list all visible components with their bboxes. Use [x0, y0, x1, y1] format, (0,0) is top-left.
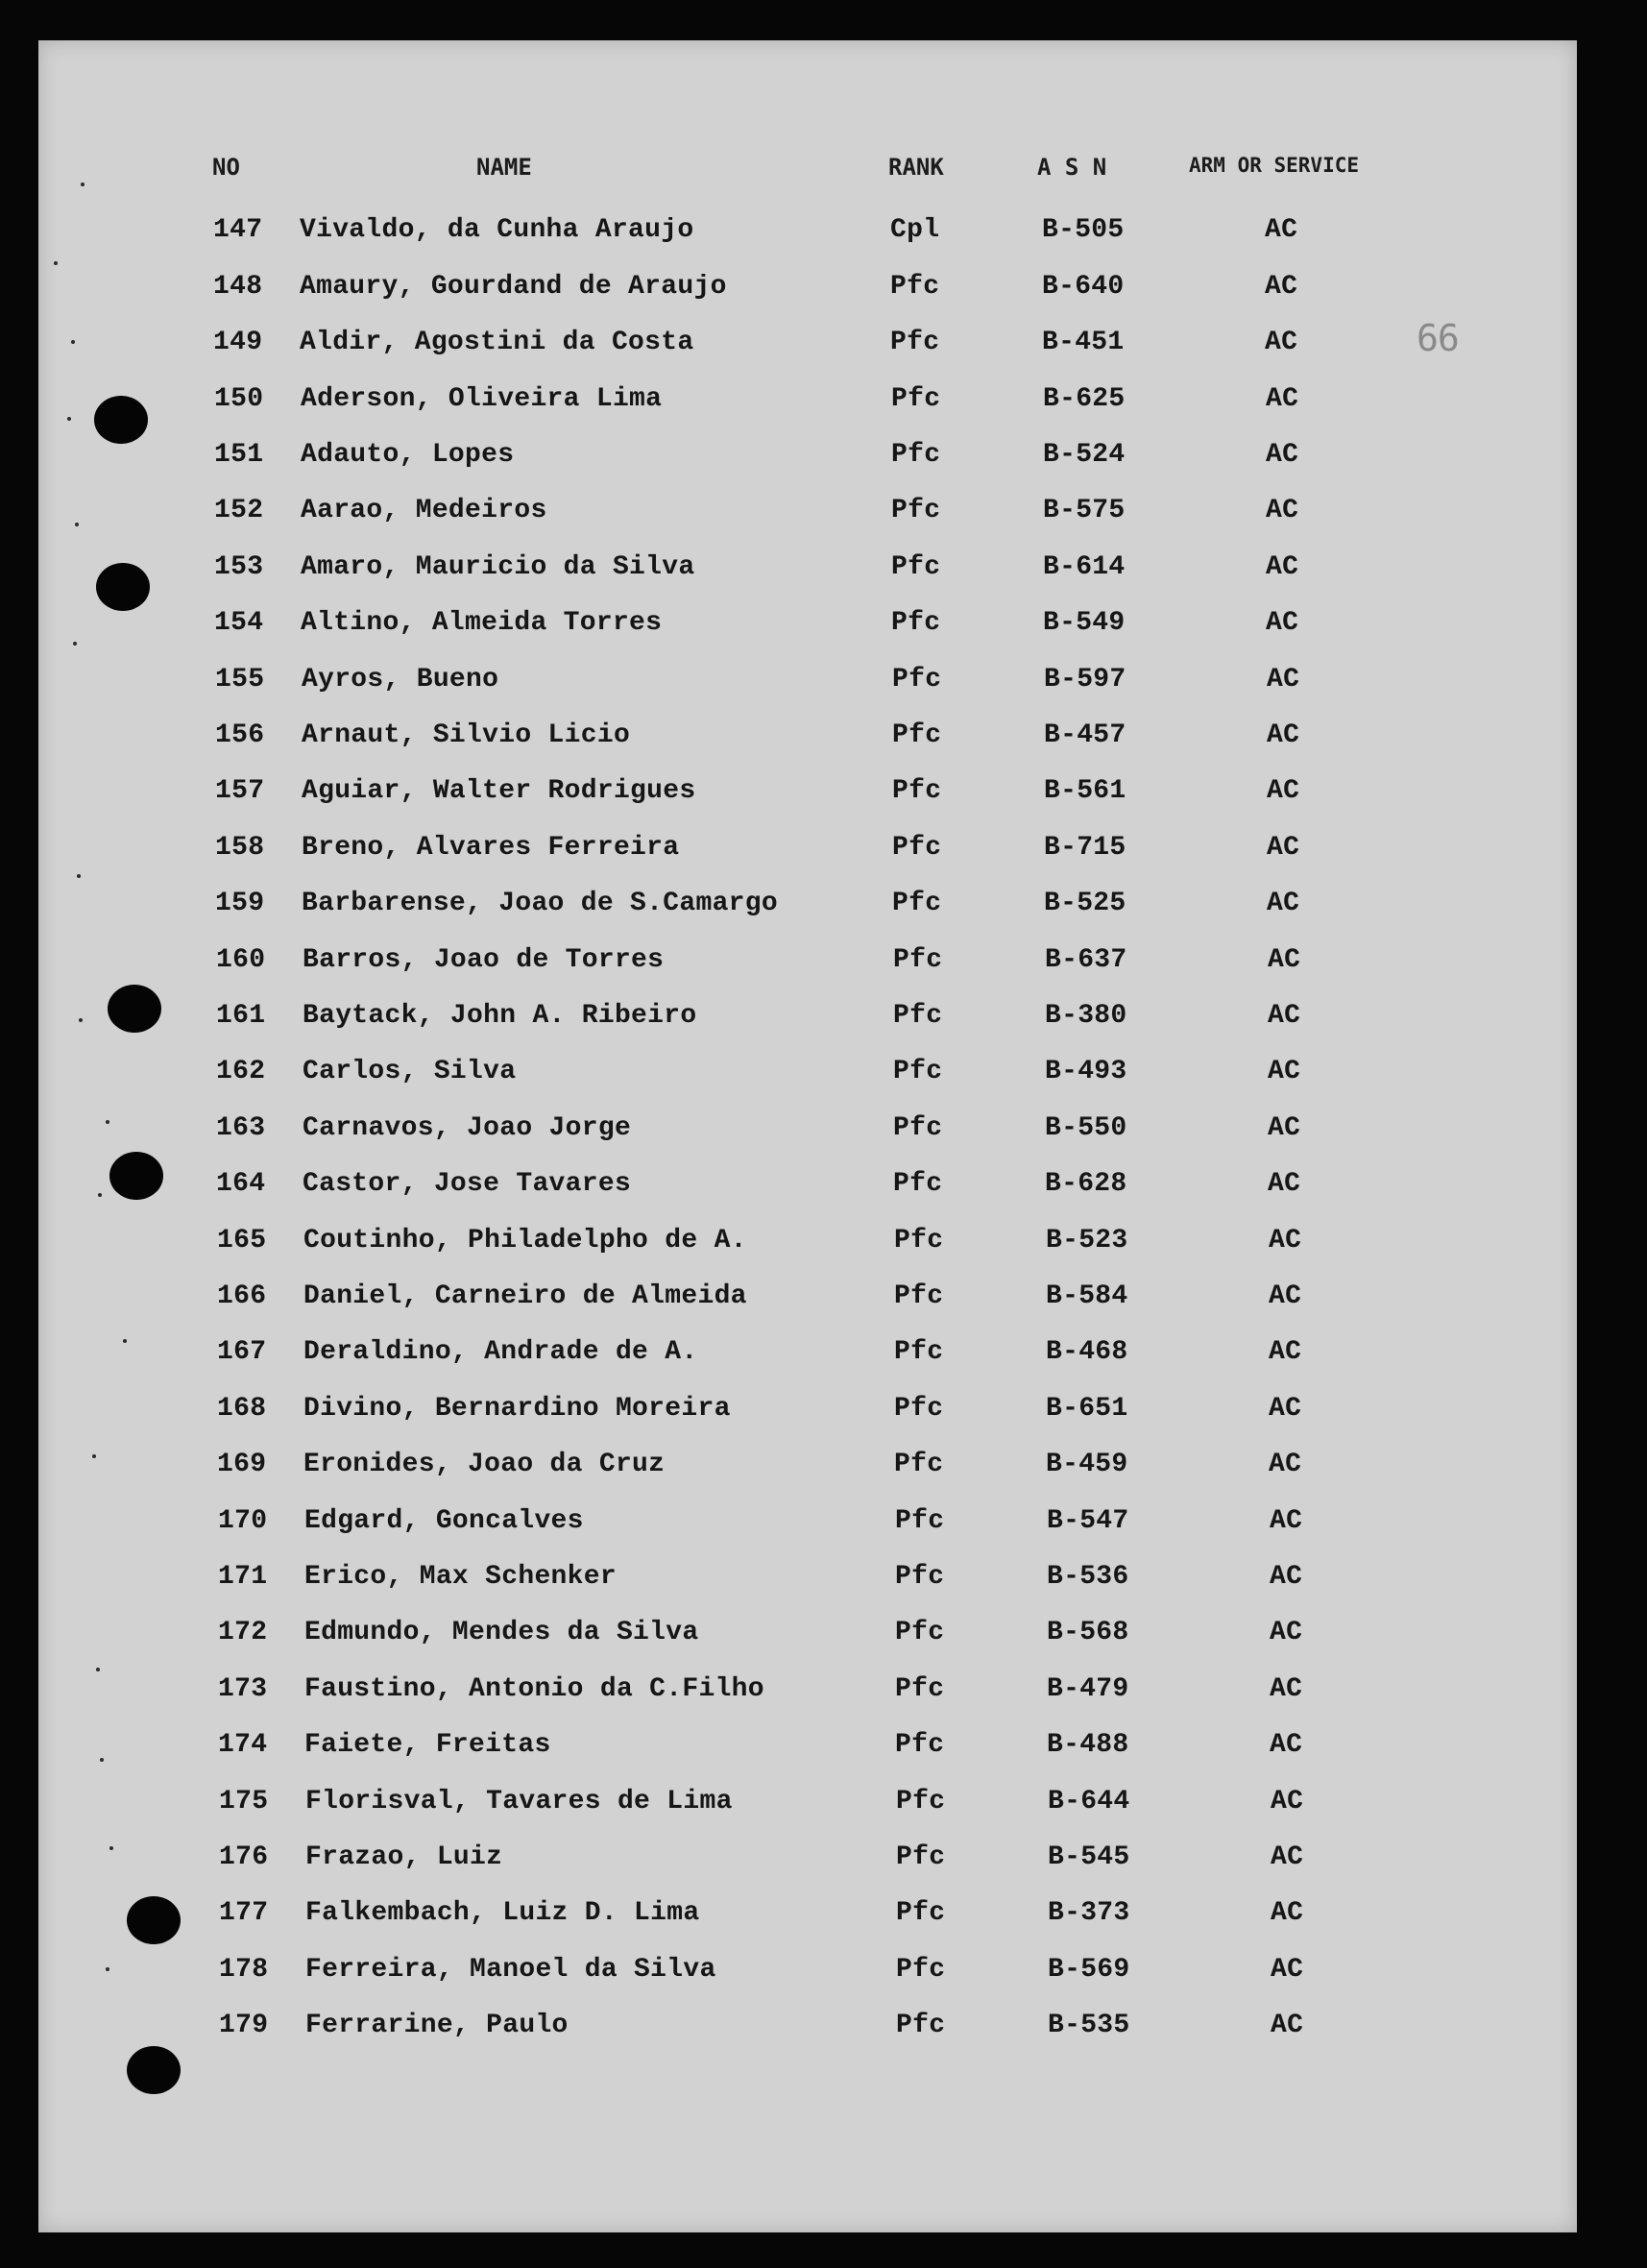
- arm-or-service-cell: AC: [1267, 776, 1300, 807]
- speck: [109, 1846, 113, 1850]
- soldier-name: Aguiar, Walter Rodrigues: [302, 776, 696, 807]
- arm-or-service-cell: AC: [1268, 1169, 1301, 1200]
- table-row: [38, 934, 1577, 988]
- speck: [106, 1967, 109, 1971]
- speck: [98, 1193, 102, 1197]
- speck: [92, 1454, 96, 1458]
- rank-cell: Pfc: [895, 1562, 945, 1592]
- punch-hole: [127, 2046, 181, 2094]
- punch-hole: [96, 563, 150, 611]
- arm-or-service-cell: AC: [1269, 1281, 1302, 1311]
- arm-or-service-cell: AC: [1270, 1730, 1303, 1761]
- arm-or-service-cell: AC: [1265, 215, 1298, 246]
- table-row: [38, 1495, 1577, 1549]
- row-number: 159: [215, 889, 265, 919]
- table-row: [38, 821, 1577, 875]
- row-number: 148: [213, 271, 263, 302]
- arm-or-service-cell: AC: [1268, 944, 1301, 975]
- soldier-name: Falkembach, Luiz D. Lima: [305, 1898, 700, 1929]
- row-number: 171: [218, 1562, 268, 1592]
- row-number: 168: [217, 1393, 267, 1424]
- rank-cell: Pfc: [892, 664, 942, 695]
- punch-hole: [109, 1152, 163, 1200]
- soldier-name: Ferrarine, Paulo: [305, 2011, 569, 2041]
- table-row: [38, 1606, 1577, 1660]
- table-row: [38, 1943, 1577, 1997]
- row-number: 163: [216, 1112, 266, 1143]
- row-number: 149: [213, 328, 263, 358]
- asn-cell: B-644: [1048, 1786, 1130, 1817]
- row-number: 151: [214, 440, 264, 470]
- table-row: [38, 1158, 1577, 1211]
- arm-or-service-cell: AC: [1267, 664, 1300, 695]
- table-row: [38, 260, 1577, 314]
- soldier-name: Aldir, Agostini da Costa: [300, 328, 694, 358]
- asn-cell: B-479: [1047, 1673, 1129, 1704]
- arm-or-service-cell: AC: [1269, 1337, 1302, 1368]
- soldier-name: Erico, Max Schenker: [304, 1562, 617, 1592]
- soldier-name: Divino, Bernardino Moreira: [303, 1393, 731, 1424]
- soldier-name: Castor, Jose Tavares: [303, 1169, 632, 1200]
- asn-cell: B-525: [1044, 889, 1126, 919]
- table-row: [38, 1438, 1577, 1492]
- row-number: 172: [218, 1618, 268, 1648]
- asn-cell: B-373: [1048, 1898, 1130, 1929]
- asn-cell: B-488: [1047, 1730, 1129, 1761]
- soldier-name: Carnavos, Joao Jorge: [303, 1112, 632, 1143]
- arm-or-service-cell: AC: [1268, 1001, 1301, 1031]
- arm-or-service-cell: AC: [1267, 889, 1300, 919]
- asn-cell: B-561: [1044, 776, 1126, 807]
- row-number: 150: [214, 383, 264, 414]
- rank-cell: Pfc: [896, 1898, 946, 1929]
- row-number: 162: [216, 1057, 266, 1087]
- header-name: NAME: [476, 154, 532, 181]
- row-number: 157: [215, 776, 265, 807]
- rank-cell: Pfc: [891, 383, 941, 414]
- asn-cell: B-468: [1046, 1337, 1128, 1368]
- soldier-name: Edgard, Goncalves: [304, 1505, 584, 1536]
- soldier-name: Baytack, John A. Ribeiro: [303, 1001, 697, 1031]
- arm-or-service-cell: AC: [1271, 1786, 1304, 1817]
- table-row: [38, 1045, 1577, 1099]
- table-row: [38, 1775, 1577, 1829]
- rank-cell: Pfc: [892, 832, 942, 863]
- asn-cell: B-505: [1042, 215, 1125, 246]
- arm-or-service-cell: AC: [1271, 1954, 1304, 1985]
- row-number: 176: [219, 1842, 269, 1872]
- rank-cell: Pfc: [895, 1618, 945, 1648]
- soldier-name: Barbarense, Joao de S.Camargo: [302, 889, 778, 919]
- asn-cell: B-614: [1043, 551, 1126, 582]
- header-asn: A S N: [1037, 154, 1107, 181]
- asn-cell: B-451: [1042, 328, 1125, 358]
- asn-cell: B-523: [1046, 1225, 1128, 1256]
- soldier-name: Deraldino, Andrade de A.: [303, 1337, 698, 1368]
- soldier-name: Arnaut, Silvio Licio: [302, 720, 631, 750]
- arm-or-service-cell: AC: [1270, 1505, 1303, 1536]
- table-row: [38, 1214, 1577, 1268]
- arm-or-service-cell: AC: [1266, 496, 1299, 526]
- speck: [75, 523, 79, 526]
- row-number: 166: [217, 1281, 267, 1311]
- arm-or-service-cell: AC: [1270, 1562, 1303, 1592]
- soldier-name: Faustino, Antonio da C.Filho: [304, 1673, 764, 1704]
- table-row: [38, 597, 1577, 650]
- punch-hole: [94, 396, 148, 444]
- rank-cell: Pfc: [894, 1281, 944, 1311]
- soldier-name: Aderson, Oliveira Lima: [301, 383, 663, 414]
- punch-hole: [127, 1896, 181, 1944]
- asn-cell: B-536: [1047, 1562, 1129, 1592]
- row-number: 161: [216, 1001, 266, 1031]
- row-number: 153: [214, 551, 264, 582]
- table-row: [38, 877, 1577, 931]
- table-row: [38, 428, 1577, 482]
- soldier-name: Faiete, Freitas: [304, 1730, 551, 1761]
- speck: [71, 340, 75, 344]
- header-arm-or-service: ARM OR SERVICE: [1189, 154, 1360, 177]
- rank-cell: Pfc: [896, 1786, 946, 1817]
- rank-cell: Pfc: [891, 551, 941, 582]
- row-number: 170: [218, 1505, 268, 1536]
- asn-cell: B-524: [1043, 440, 1126, 470]
- document-page: [38, 40, 1577, 2232]
- arm-or-service-cell: AC: [1270, 1673, 1303, 1704]
- rank-cell: Pfc: [893, 944, 943, 975]
- rank-cell: Pfc: [894, 1337, 944, 1368]
- rank-cell: Pfc: [894, 1393, 944, 1424]
- speck: [67, 417, 71, 421]
- arm-or-service-cell: AC: [1271, 2011, 1304, 2041]
- table-row: [38, 204, 1577, 257]
- header-rank: RANK: [888, 154, 944, 181]
- asn-cell: B-493: [1045, 1057, 1127, 1087]
- rank-cell: Pfc: [892, 776, 942, 807]
- asn-cell: B-457: [1044, 720, 1126, 750]
- arm-or-service-cell: AC: [1269, 1393, 1302, 1424]
- soldier-name: Breno, Alvares Ferreira: [302, 832, 680, 863]
- rank-cell: Pfc: [893, 1001, 943, 1031]
- rank-cell: Pfc: [891, 440, 941, 470]
- asn-cell: B-715: [1044, 832, 1126, 863]
- punch-hole: [108, 985, 161, 1033]
- arm-or-service-cell: AC: [1269, 1450, 1302, 1480]
- rank-cell: Pfc: [892, 889, 942, 919]
- soldier-name: Aarao, Medeiros: [301, 496, 547, 526]
- soldier-name: Edmundo, Mendes da Silva: [304, 1618, 699, 1648]
- rank-cell: Pfc: [893, 1057, 943, 1087]
- asn-cell: B-640: [1042, 271, 1125, 302]
- arm-or-service-cell: AC: [1268, 1112, 1301, 1143]
- asn-cell: B-568: [1047, 1618, 1129, 1648]
- arm-or-service-cell: AC: [1265, 271, 1298, 302]
- arm-or-service-cell: AC: [1266, 551, 1299, 582]
- table-row: [38, 316, 1577, 370]
- asn-cell: B-597: [1044, 664, 1126, 695]
- table-row: [38, 765, 1577, 818]
- arm-or-service-cell: AC: [1268, 1057, 1301, 1087]
- soldier-name: Coutinho, Philadelpho de A.: [303, 1225, 747, 1256]
- row-number: 164: [216, 1169, 266, 1200]
- rank-cell: Pfc: [891, 608, 941, 639]
- table-row: [38, 653, 1577, 707]
- arm-or-service-cell: AC: [1267, 832, 1300, 863]
- arm-or-service-cell: AC: [1271, 1898, 1304, 1929]
- row-number: 178: [219, 1954, 269, 1985]
- soldier-name: Altino, Almeida Torres: [301, 608, 663, 639]
- arm-or-service-cell: AC: [1267, 720, 1300, 750]
- asn-cell: B-569: [1048, 1954, 1130, 1985]
- speck: [54, 261, 58, 265]
- table-row: [38, 709, 1577, 763]
- speck: [81, 183, 85, 186]
- arm-or-service-cell: AC: [1265, 328, 1298, 358]
- rank-cell: Pfc: [890, 328, 940, 358]
- rank-cell: Pfc: [896, 1954, 946, 1985]
- soldier-name: Eronides, Joao da Cruz: [303, 1450, 666, 1480]
- asn-cell: B-459: [1046, 1450, 1128, 1480]
- row-number: 154: [214, 608, 264, 639]
- row-number: 165: [217, 1225, 267, 1256]
- row-number: 169: [217, 1450, 267, 1480]
- rank-cell: Pfc: [893, 1112, 943, 1143]
- row-number: 152: [214, 496, 264, 526]
- soldier-name: Adauto, Lopes: [301, 440, 515, 470]
- arm-or-service-cell: AC: [1266, 440, 1299, 470]
- asn-cell: B-625: [1043, 383, 1126, 414]
- rank-cell: Pfc: [893, 1169, 943, 1200]
- table-row: [38, 1719, 1577, 1772]
- row-number: 158: [215, 832, 265, 863]
- rank-cell: Pfc: [892, 720, 942, 750]
- table-row: [38, 1550, 1577, 1604]
- speck: [123, 1339, 127, 1343]
- soldier-name: Ferreira, Manoel da Silva: [305, 1954, 716, 1985]
- speck: [79, 1018, 83, 1022]
- row-number: 175: [219, 1786, 269, 1817]
- table-row: [38, 373, 1577, 427]
- soldier-name: Carlos, Silva: [303, 1057, 517, 1087]
- table-row: [38, 1887, 1577, 1940]
- rank-cell: Pfc: [891, 496, 941, 526]
- asn-cell: B-550: [1045, 1112, 1127, 1143]
- speck: [106, 1120, 109, 1124]
- table-row: [38, 1326, 1577, 1379]
- asn-cell: B-535: [1048, 2011, 1130, 2041]
- arm-or-service-cell: AC: [1270, 1618, 1303, 1648]
- row-number: 147: [213, 215, 263, 246]
- table-row: [38, 989, 1577, 1043]
- table-row: [38, 1270, 1577, 1324]
- asn-cell: B-549: [1043, 608, 1126, 639]
- table-row: [38, 1382, 1577, 1436]
- page-number: 66: [1417, 317, 1459, 359]
- rank-cell: Pfc: [895, 1505, 945, 1536]
- header-no: NO: [212, 154, 240, 181]
- table-row: [38, 1999, 1577, 2053]
- soldier-name: Amaro, Mauricio da Silva: [301, 551, 695, 582]
- row-number: 177: [219, 1898, 269, 1929]
- asn-cell: B-380: [1045, 1001, 1127, 1031]
- row-number: 173: [218, 1673, 268, 1704]
- asn-cell: B-547: [1047, 1505, 1129, 1536]
- rank-cell: Pfc: [895, 1730, 945, 1761]
- row-number: 155: [215, 664, 265, 695]
- rank-cell: Pfc: [894, 1450, 944, 1480]
- asn-cell: B-628: [1045, 1169, 1127, 1200]
- speck: [77, 874, 81, 878]
- table-row: [38, 541, 1577, 595]
- table-row: [38, 1102, 1577, 1156]
- arm-or-service-cell: AC: [1271, 1842, 1304, 1872]
- arm-or-service-cell: AC: [1269, 1225, 1302, 1256]
- row-number: 174: [218, 1730, 268, 1761]
- soldier-name: Frazao, Luiz: [305, 1842, 503, 1872]
- table-row: [38, 1663, 1577, 1717]
- rank-cell: Pfc: [896, 2011, 946, 2041]
- soldier-name: Ayros, Bueno: [302, 664, 499, 695]
- speck: [100, 1758, 104, 1762]
- rank-cell: Cpl: [890, 215, 940, 246]
- rank-cell: Pfc: [895, 1673, 945, 1704]
- asn-cell: B-575: [1043, 496, 1126, 526]
- arm-or-service-cell: AC: [1266, 608, 1299, 639]
- soldier-name: Daniel, Carneiro de Almeida: [303, 1281, 747, 1311]
- row-number: 156: [215, 720, 265, 750]
- asn-cell: B-637: [1045, 944, 1127, 975]
- rank-cell: Pfc: [896, 1842, 946, 1872]
- asn-cell: B-651: [1046, 1393, 1128, 1424]
- soldier-name: Vivaldo, da Cunha Araujo: [300, 215, 694, 246]
- rank-cell: Pfc: [890, 271, 940, 302]
- arm-or-service-cell: AC: [1266, 383, 1299, 414]
- row-number: 167: [217, 1337, 267, 1368]
- soldier-name: Florisval, Tavares de Lima: [305, 1786, 733, 1817]
- soldier-name: Amaury, Gourdand de Araujo: [300, 271, 727, 302]
- table-row: [38, 484, 1577, 538]
- speck: [73, 642, 77, 646]
- rank-cell: Pfc: [894, 1225, 944, 1256]
- soldier-name: Barros, Joao de Torres: [303, 944, 665, 975]
- row-number: 179: [219, 2011, 269, 2041]
- speck: [96, 1668, 100, 1671]
- asn-cell: B-545: [1048, 1842, 1130, 1872]
- table-row: [38, 1831, 1577, 1885]
- row-number: 160: [216, 944, 266, 975]
- asn-cell: B-584: [1046, 1281, 1128, 1311]
